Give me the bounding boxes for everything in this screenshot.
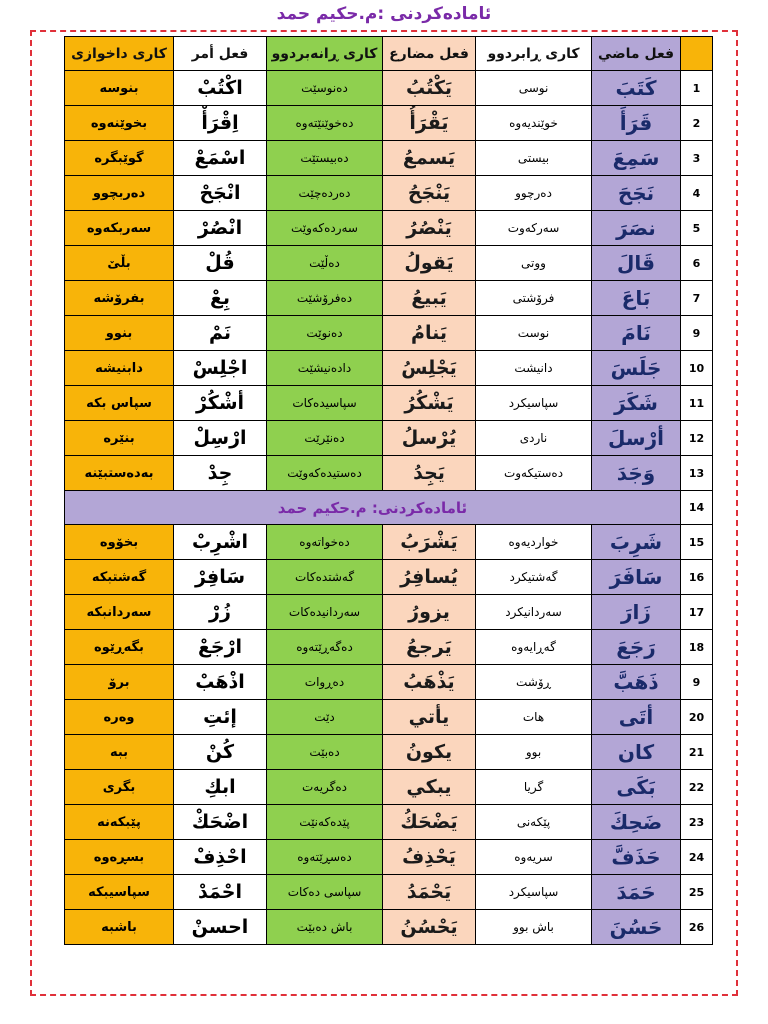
header-ranabrdu: کاری ڕانەبردوو <box>267 37 383 71</box>
cell-madi: كَتَبَ <box>592 71 681 106</box>
cell-num: 1 <box>681 71 713 106</box>
cell-madi: ضَحِكَ <box>592 805 681 840</box>
table-row <box>65 665 713 700</box>
cell-mudari: يَحْسُنُ <box>383 910 476 945</box>
table-row <box>65 595 713 630</box>
header-madi: فعل ماضي <box>592 37 681 71</box>
cell-masdar: بگەڕێوە <box>65 630 174 665</box>
table-row <box>65 351 713 386</box>
table-row <box>65 421 713 456</box>
cell-amr: اجْلِسْ <box>174 351 267 386</box>
cell-rabrdu: هات <box>476 700 592 735</box>
cell-mudari: يبكي <box>383 770 476 805</box>
cell-num: 17 <box>681 595 713 630</box>
cell-madi: ذَهَبَّ <box>592 665 681 700</box>
cell-ranabrdu: دەگەڕێتەوە <box>267 630 383 665</box>
cell-ranabrdu: سەردەکەوێت <box>267 211 383 246</box>
cell-mudari: يَنْجَحُ <box>383 176 476 211</box>
cell-num: 12 <box>681 421 713 456</box>
cell-amr: احْذِفْ <box>174 840 267 875</box>
cell-masdar: گەشتبکە <box>65 560 174 595</box>
cell-masdar: بسڕەوە <box>65 840 174 875</box>
table-header-row <box>65 37 713 71</box>
cell-masdar: بخۆوە <box>65 525 174 560</box>
cell-num: 11 <box>681 386 713 421</box>
cell-rabrdu: سریەوە <box>476 840 592 875</box>
table-row <box>65 840 713 875</box>
cell-madi: حَمَدَ <box>592 875 681 910</box>
cell-madi: حَذَفَّ <box>592 840 681 875</box>
cell-rabrdu: سەردانیکرد <box>476 595 592 630</box>
cell-masdar: باشبە <box>65 910 174 945</box>
header-num <box>681 37 713 71</box>
cell-rabrdu: ڕۆشت <box>476 665 592 700</box>
cell-madi: سَافَرَ <box>592 560 681 595</box>
cell-num: 22 <box>681 770 713 805</box>
table-row <box>65 735 713 770</box>
cell-ranabrdu: باش دەبێت <box>267 910 383 945</box>
cell-madi: قَرَأَ <box>592 106 681 141</box>
cell-amr: ابكِ <box>174 770 267 805</box>
cell-ranabrdu: دەبیستێت <box>267 141 383 176</box>
cell-num: 24 <box>681 840 713 875</box>
cell-masdar: سەربکەوە <box>65 211 174 246</box>
cell-num: 16 <box>681 560 713 595</box>
cell-mudari: يَرجعُ <box>383 630 476 665</box>
cell-rabrdu: دەرچوو <box>476 176 592 211</box>
cell-ranabrdu: سەردانیدەکات <box>267 595 383 630</box>
cell-ranabrdu: دەبێت <box>267 735 383 770</box>
table-row <box>65 211 713 246</box>
cell-mudari: يَحْذِفُ <box>383 840 476 875</box>
cell-mudari: يَضْحَكُ <box>383 805 476 840</box>
cell-madi: جَلَسَ <box>592 351 681 386</box>
cell-madi: رَجَعَ <box>592 630 681 665</box>
cell-mudari: يَجْلِسُ <box>383 351 476 386</box>
cell-madi: سَمِعَ <box>592 141 681 176</box>
cell-masdar: وەرە <box>65 700 174 735</box>
cell-mudari: يُسافِرُ <box>383 560 476 595</box>
cell-mudari: يزورُ <box>383 595 476 630</box>
cell-rabrdu: گەڕایەوە <box>476 630 592 665</box>
cell-ranabrdu: سپاسی دەکات <box>267 875 383 910</box>
cell-ranabrdu: دەڕوات <box>267 665 383 700</box>
cell-rabrdu: بیستی <box>476 141 592 176</box>
cell-masdar: دابنیشە <box>65 351 174 386</box>
cell-masdar: بگری <box>65 770 174 805</box>
cell-amr: ارْسِلْ <box>174 421 267 456</box>
separator-row <box>65 491 713 525</box>
cell-mudari: يكونُ <box>383 735 476 770</box>
cell-ranabrdu: دەخواتەوە <box>267 525 383 560</box>
cell-num: 7 <box>681 281 713 316</box>
cell-masdar: بنوو <box>65 316 174 351</box>
cell-rabrdu: ووتی <box>476 246 592 281</box>
table-row <box>65 106 713 141</box>
cell-ranabrdu: دەسڕێتەوە <box>267 840 383 875</box>
cell-amr: اضْحَكْ <box>174 805 267 840</box>
cell-num: 26 <box>681 910 713 945</box>
page-title: ئامادەکردنی :م.حكیم حمد <box>276 4 492 24</box>
table-row <box>65 770 713 805</box>
table-row <box>65 560 713 595</box>
cell-madi: أرْسلَ <box>592 421 681 456</box>
cell-amr: اذْهَبْ <box>174 665 267 700</box>
cell-num: 23 <box>681 805 713 840</box>
cell-ranabrdu: دێت <box>267 700 383 735</box>
cell-rabrdu: دانیشت <box>476 351 592 386</box>
cell-masdar: بفرۆشە <box>65 281 174 316</box>
cell-mudari: يَذْهَبُ <box>383 665 476 700</box>
cell-ranabrdu: دەنوسێت <box>267 71 383 106</box>
cell-amr: انْصُرْ <box>174 211 267 246</box>
cell-amr: اكْتُبْ <box>174 71 267 106</box>
cell-masdar: برۆ <box>65 665 174 700</box>
cell-amr: ارْجَعْ <box>174 630 267 665</box>
cell-amr: بِعْ <box>174 281 267 316</box>
cell-ranabrdu: دەنێرێت <box>267 421 383 456</box>
table-row <box>65 316 713 351</box>
cell-madi: شَرِبَ <box>592 525 681 560</box>
cell-mudari: يَسمعُ <box>383 141 476 176</box>
cell-masdar: سپاس بکە <box>65 386 174 421</box>
cell-amr: اِقْرَأْ <box>174 106 267 141</box>
cell-madi: وَجَدَ <box>592 456 681 491</box>
cell-madi: زَارَ <box>592 595 681 630</box>
cell-rabrdu: بوو <box>476 735 592 770</box>
cell-amr: إئتِ <box>174 700 267 735</box>
cell-rabrdu: ناردی <box>476 421 592 456</box>
cell-mudari: يَجِدُ <box>383 456 476 491</box>
cell-madi: شَكَرَ <box>592 386 681 421</box>
cell-amr: اسْمَعْ <box>174 141 267 176</box>
cell-mudari: يَقولُ <box>383 246 476 281</box>
header-rabrdu: کاری ڕابردوو <box>476 37 592 71</box>
table-row <box>65 456 713 491</box>
cell-rabrdu: نوسی <box>476 71 592 106</box>
cell-num: 9 <box>681 316 713 351</box>
cell-masdar: دەربچوو <box>65 176 174 211</box>
cell-mudari: يَشْكُرُ <box>383 386 476 421</box>
table-row <box>65 525 713 560</box>
cell-amr: قُلْ <box>174 246 267 281</box>
cell-mudari: يَقْرَأُ <box>383 106 476 141</box>
table-row <box>65 281 713 316</box>
cell-num: 14 <box>681 491 713 525</box>
cell-num: 25 <box>681 875 713 910</box>
cell-masdar: بنوسە <box>65 71 174 106</box>
table-row <box>65 71 713 106</box>
cell-masdar: سەردانبکە <box>65 595 174 630</box>
cell-num: 5 <box>681 211 713 246</box>
cell-num: 9 <box>681 665 713 700</box>
cell-rabrdu: دەستیکەوت <box>476 456 592 491</box>
cell-mudari: يَنْصُرُ <box>383 211 476 246</box>
cell-ranabrdu: سپاسیدەکات <box>267 386 383 421</box>
cell-num: 18 <box>681 630 713 665</box>
cell-ranabrdu: گەشتدەکات <box>267 560 383 595</box>
cell-ranabrdu: دەردەچێت <box>267 176 383 211</box>
cell-rabrdu: گریا <box>476 770 592 805</box>
cell-amr: زُرْ <box>174 595 267 630</box>
cell-rabrdu: نوست <box>476 316 592 351</box>
cell-madi: بَاعَ <box>592 281 681 316</box>
table-row <box>65 805 713 840</box>
cell-masdar: ببە <box>65 735 174 770</box>
cell-ranabrdu: دەفرۆشێت <box>267 281 383 316</box>
cell-rabrdu: باش بوو <box>476 910 592 945</box>
cell-masdar: بەدەستبێنە <box>65 456 174 491</box>
cell-num: 20 <box>681 700 713 735</box>
cell-rabrdu: گەشتیکرد <box>476 560 592 595</box>
cell-rabrdu: خواردیەوە <box>476 525 592 560</box>
table-row <box>65 875 713 910</box>
header-masdar: کاری داخوازی <box>65 37 174 71</box>
cell-ranabrdu: پێدەکەنێت <box>267 805 383 840</box>
cell-rabrdu: پێکەنی <box>476 805 592 840</box>
cell-mudari: يَحْمَدُ <box>383 875 476 910</box>
cell-masdar: بخوێنەوە <box>65 106 174 141</box>
cell-ranabrdu: دەڵێت <box>267 246 383 281</box>
cell-num: 3 <box>681 141 713 176</box>
cell-madi: نَجَحَ <box>592 176 681 211</box>
cell-madi: قَالَ <box>592 246 681 281</box>
cell-madi: حَسُنَ <box>592 910 681 945</box>
cell-amr: احْمَدْ <box>174 875 267 910</box>
table-row <box>65 386 713 421</box>
cell-amr: جِدْ <box>174 456 267 491</box>
table-row <box>65 630 713 665</box>
cell-amr: انْجَحْ <box>174 176 267 211</box>
cell-masdar: بنێرە <box>65 421 174 456</box>
cell-masdar: گوێبگرە <box>65 141 174 176</box>
cell-mudari: يَكْتُبُ <box>383 71 476 106</box>
cell-madi: كان <box>592 735 681 770</box>
header-amr: فعل أمر <box>174 37 267 71</box>
cell-madi: بَكَى <box>592 770 681 805</box>
cell-masdar: پێبکەنە <box>65 805 174 840</box>
table-row <box>65 700 713 735</box>
table-row <box>65 910 713 945</box>
table-row <box>65 176 713 211</box>
cell-rabrdu: سپاسیکرد <box>476 875 592 910</box>
cell-mudari: يَشْرَبُ <box>383 525 476 560</box>
cell-madi: نَامَ <box>592 316 681 351</box>
cell-rabrdu: خوێندیەوە <box>476 106 592 141</box>
cell-rabrdu: سەرکەوت <box>476 211 592 246</box>
cell-madi: أتَى <box>592 700 681 735</box>
cell-num: 6 <box>681 246 713 281</box>
table-row <box>65 246 713 281</box>
cell-mudari: يأتي <box>383 700 476 735</box>
cell-rabrdu: فرۆشتی <box>476 281 592 316</box>
cell-amr: أشْكُرْ <box>174 386 267 421</box>
cell-ranabrdu: دادەنیشێت <box>267 351 383 386</box>
cell-num: 13 <box>681 456 713 491</box>
cell-num: 15 <box>681 525 713 560</box>
verb-table <box>64 36 713 945</box>
cell-amr: نَمْ <box>174 316 267 351</box>
cell-num: 10 <box>681 351 713 386</box>
cell-num: 4 <box>681 176 713 211</box>
cell-num: 21 <box>681 735 713 770</box>
cell-ranabrdu: دەنوێت <box>267 316 383 351</box>
cell-num: 2 <box>681 106 713 141</box>
table-row <box>65 141 713 176</box>
cell-amr: احسنْ <box>174 910 267 945</box>
cell-amr: سَافِرْ <box>174 560 267 595</box>
cell-amr: كُنْ <box>174 735 267 770</box>
cell-rabrdu: سپاسیکرد <box>476 386 592 421</box>
cell-madi: نصَرَ <box>592 211 681 246</box>
cell-ranabrdu: دەگریەت <box>267 770 383 805</box>
cell-amr: اشْرِبْ <box>174 525 267 560</box>
header-mudari: فعل مضارع <box>383 37 476 71</box>
cell-mudari: يَنامُ <box>383 316 476 351</box>
cell-masdar: سپاسیبکە <box>65 875 174 910</box>
cell-masdar: بڵێ <box>65 246 174 281</box>
cell-ranabrdu: دەستیدەکەوێت <box>267 456 383 491</box>
cell-mudari: يَبيعُ <box>383 281 476 316</box>
cell-ranabrdu: دەخوێنێتەوە <box>267 106 383 141</box>
separator-title: ئامادەکردنی: م.حكیم حمد <box>65 491 681 525</box>
cell-mudari: يُرْسلُ <box>383 421 476 456</box>
